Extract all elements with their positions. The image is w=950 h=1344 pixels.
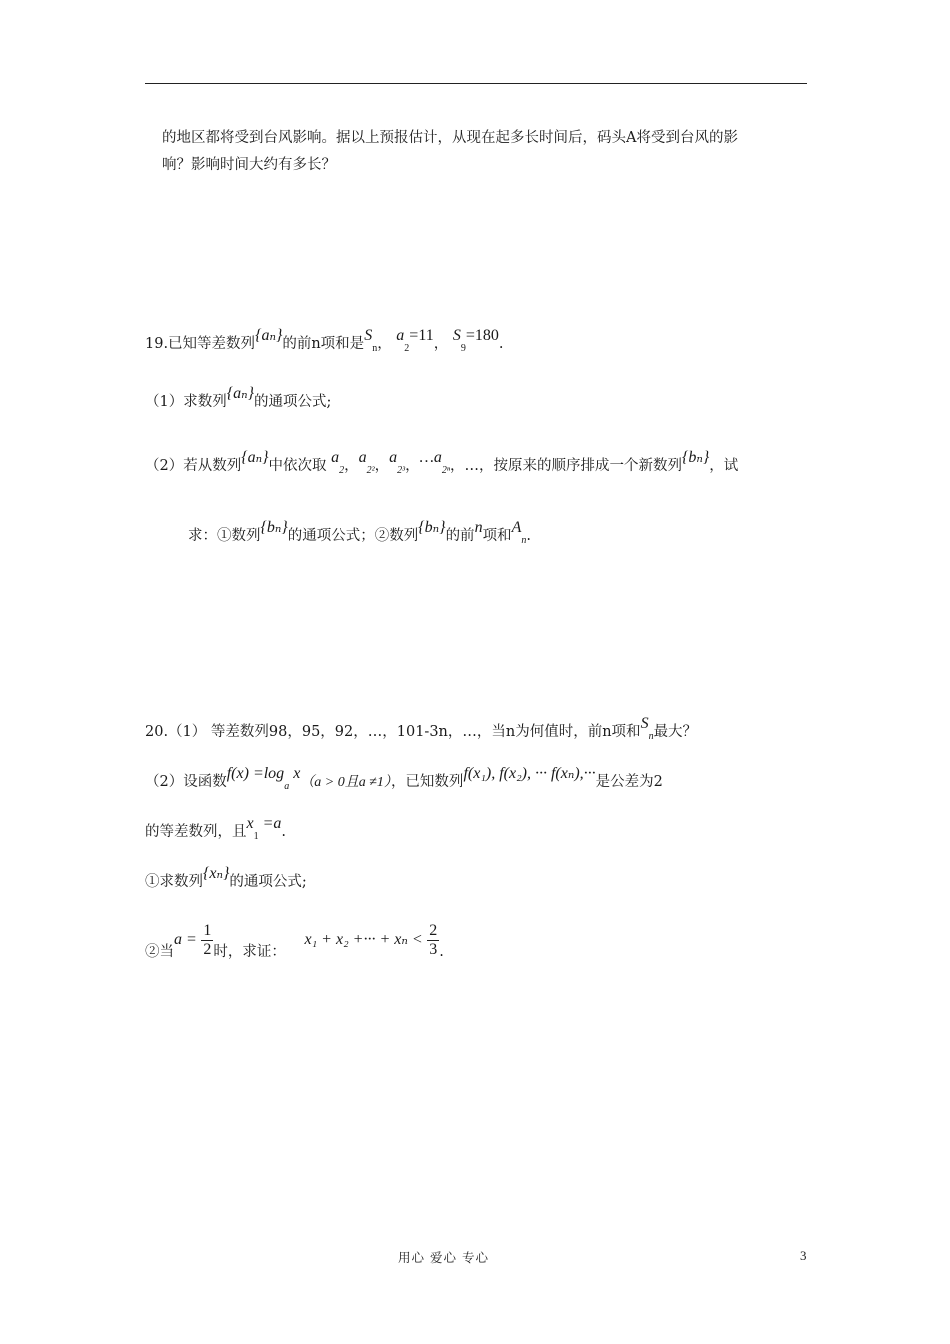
q19-part2: [145, 449, 739, 478]
math-x1: x: [246, 815, 254, 832]
comma: ，: [405, 458, 420, 474]
text: 20.（1） 等差数列98，95，92，…，101-3n，…，当n为何值时，前n项和: [145, 724, 641, 740]
comma: ，: [374, 458, 390, 474]
math-S: S: [364, 327, 373, 344]
math-n: n: [474, 519, 483, 536]
text: 响？影响时间大约有多长？: [162, 157, 336, 173]
math-term: …a: [419, 449, 442, 466]
math-sub: 9: [460, 343, 466, 354]
paragraph-line: [162, 155, 336, 175]
q19-prefix: 19.已知等差数列: [145, 336, 256, 352]
math-x: x: [289, 765, 301, 782]
text: ②当: [145, 944, 174, 960]
math-inequality: x₁ + x₂ +··· + xₙ <: [304, 931, 423, 948]
q19-part1: [145, 385, 332, 412]
text: （2）设函数: [145, 774, 227, 790]
text: ，…，按原来的顺序排成一个新数列: [450, 458, 683, 474]
comma: ，: [433, 336, 449, 352]
paragraph-line: [162, 128, 738, 148]
q20-sub1: [145, 865, 307, 892]
seq-b-notation: {bₙ}: [418, 519, 446, 536]
math-eq: =a: [258, 815, 282, 832]
q20-sub2: [145, 920, 444, 960]
text: 的通项公式；②数列: [287, 528, 419, 544]
q20-part1: [145, 715, 698, 744]
math-sub: 1: [253, 831, 259, 842]
seq-a-notation: {aₙ}: [241, 449, 269, 466]
math-sub: 2²: [366, 465, 375, 476]
math-sub: n: [372, 343, 378, 354]
seq-x-notation: {xₙ}: [203, 865, 230, 882]
math-value: =11: [409, 327, 434, 344]
text: 项和: [482, 528, 512, 544]
text: 的前: [445, 528, 475, 544]
text: 的前n项和是: [282, 336, 365, 352]
math-term: a: [331, 449, 340, 466]
math-a-eq: a =: [174, 931, 197, 948]
math-condition: （a > 0且a ≠1）: [300, 775, 391, 790]
seq-a-notation: {aₙ}: [255, 327, 283, 344]
math-sub: 2³: [397, 465, 406, 476]
math-sub: a: [284, 781, 290, 792]
seq-b-notation: {bₙ}: [260, 519, 288, 536]
period: .: [439, 944, 444, 960]
q20-part2-cont: [145, 815, 287, 844]
period: .: [281, 824, 287, 840]
text: 的地区都将受到台风影响。据以上预报估计，从现在起多长时间后，码头A将受到台风的影: [162, 130, 738, 146]
page-number: 3: [800, 1248, 807, 1263]
math-sub: 2: [339, 465, 345, 476]
math-sub: 2ⁿ: [441, 465, 451, 476]
text: 是公差为2: [595, 774, 663, 790]
math-value: =180: [465, 327, 499, 344]
fraction-two-thirds: [427, 922, 439, 959]
text: 的通项公式;: [229, 874, 307, 890]
header-rule: [145, 83, 807, 84]
text: （1）求数列: [145, 394, 227, 410]
text: （2）若从数列: [145, 458, 242, 474]
math-a2: a: [396, 327, 405, 344]
comma: ，: [344, 458, 359, 474]
math-sub: n: [521, 535, 527, 546]
math-term: a: [358, 449, 367, 466]
text: 求：①数列: [188, 528, 261, 544]
fraction-one-half: [201, 922, 213, 959]
math-S: S: [640, 715, 649, 732]
math-sub: 2: [404, 343, 410, 354]
q20-part2: [145, 765, 663, 794]
math-S9: S: [452, 327, 461, 344]
text: 时，求证：: [213, 944, 286, 960]
frac-numerator: 2: [429, 921, 438, 939]
period: .: [526, 528, 531, 544]
comma: ，: [377, 336, 392, 352]
math-A: A: [511, 519, 522, 536]
math-term: a: [389, 449, 398, 466]
frac-denominator: 2: [203, 940, 212, 958]
text: ，试: [709, 458, 739, 474]
math-sub: n: [648, 731, 654, 742]
text: ①求数列: [145, 874, 203, 890]
q19-stem: [145, 327, 504, 356]
seq-a-notation: {aₙ}: [226, 385, 255, 402]
q19-part2-cont: [188, 519, 531, 548]
period: .: [498, 336, 504, 352]
text: 的等差数列，且: [145, 824, 247, 840]
math-seq-f: f(x₁), f(x₂), ··· f(xₙ),···: [463, 765, 596, 782]
frac-denominator: 3: [429, 940, 438, 958]
footer-motto: 用心 爱心 专心: [398, 1250, 489, 1265]
frac-numerator: 1: [203, 921, 212, 939]
text: ，已知数列: [390, 774, 464, 790]
text: 的通项公式;: [254, 394, 332, 410]
seq-b-notation: {bₙ}: [682, 449, 710, 466]
text: 最大？: [653, 724, 698, 740]
math-function: f(x) =log: [226, 765, 285, 782]
text: 中依次取: [268, 458, 327, 474]
